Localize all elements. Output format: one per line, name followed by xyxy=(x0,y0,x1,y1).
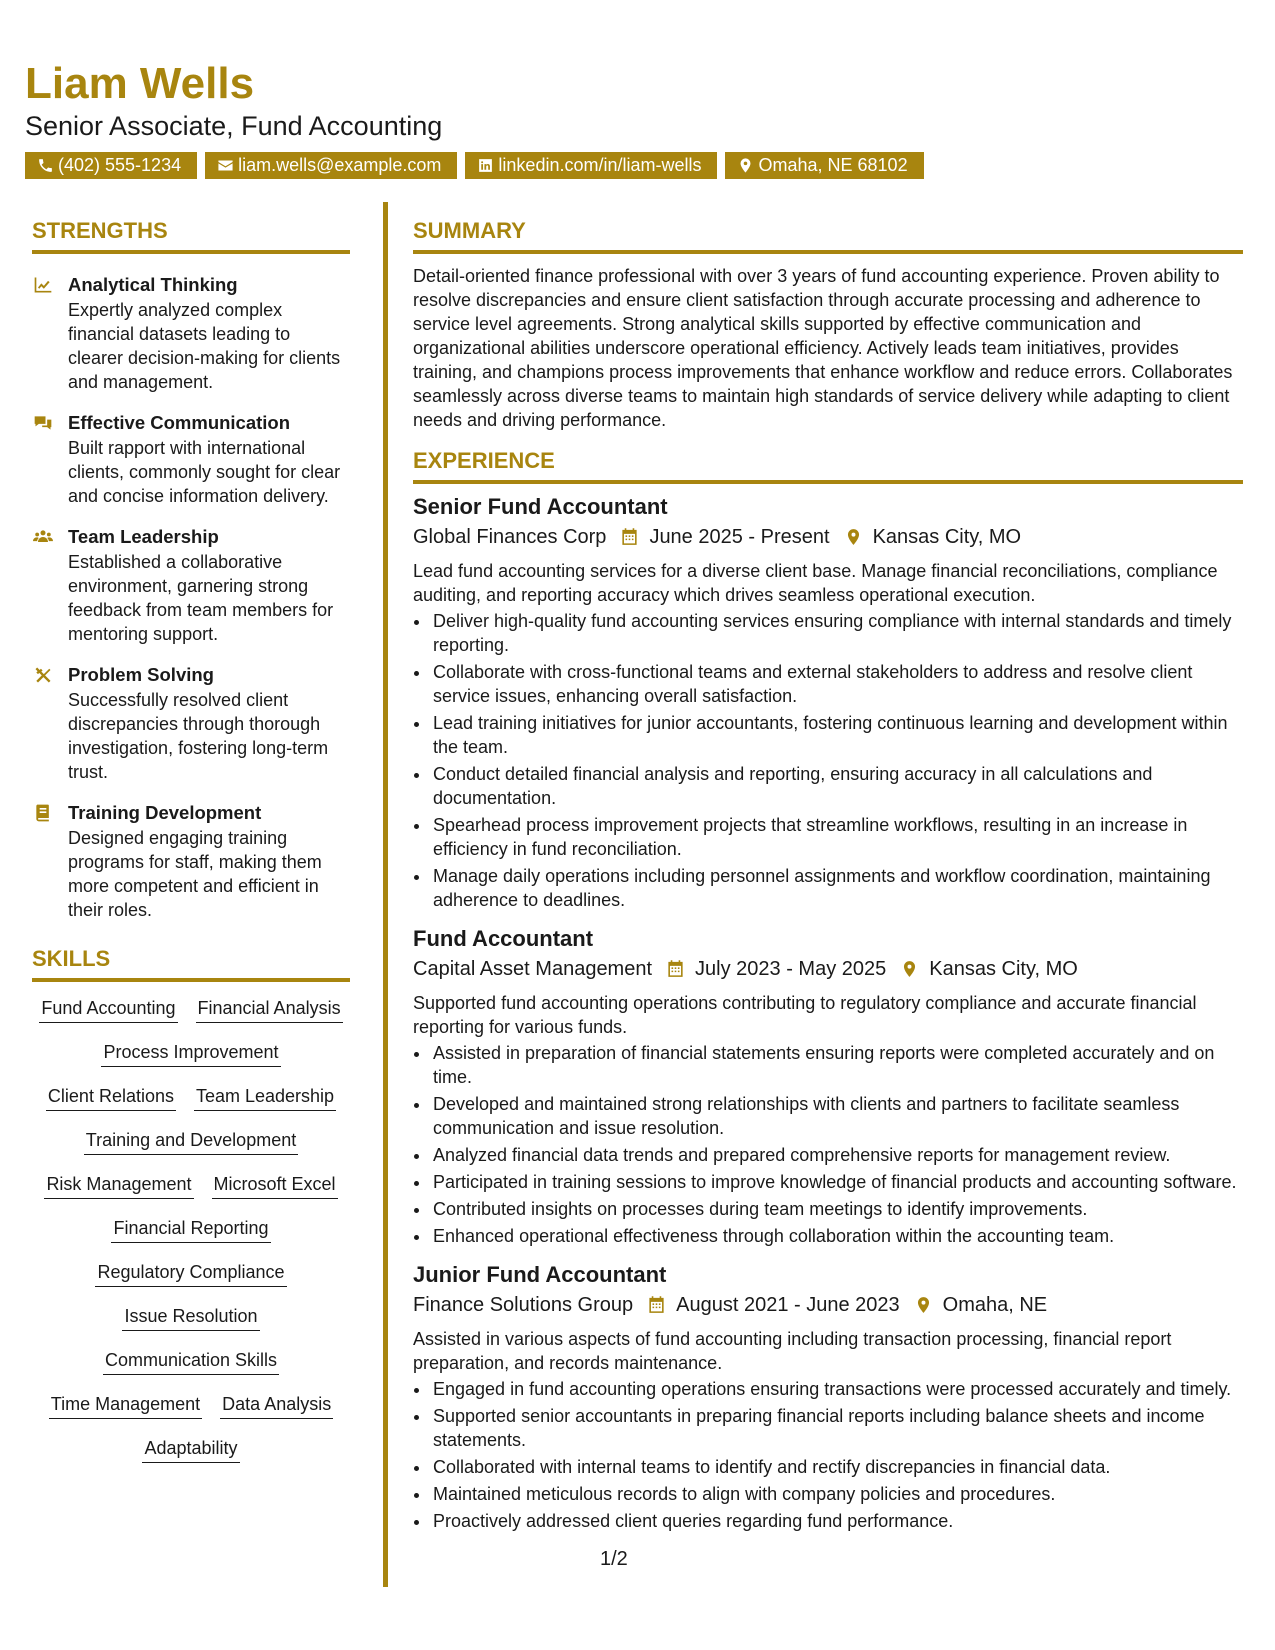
skill-tag: Regulatory Compliance xyxy=(95,1260,286,1287)
strength-description: Expertly analyzed complex financial datasets leading to clearer decision-making for clients and management. xyxy=(68,300,341,392)
skill-row xyxy=(32,1172,350,1199)
candidate-name: Liam Wells xyxy=(25,59,255,108)
skill-row xyxy=(32,1348,350,1375)
strength-item xyxy=(32,662,350,784)
job-bullet: • Collaborate with cross-functional teams and external stakeholders to address and resolve client service issues, enhancing overall satisfaction. xyxy=(431,660,1243,708)
job-title: Senior Fund Accountant xyxy=(413,494,668,519)
skill-tag: Financial Analysis xyxy=(196,996,343,1023)
job-meta xyxy=(413,1291,1243,1319)
job-location: Kansas City, MO xyxy=(929,958,1078,980)
linkedin-icon xyxy=(477,157,494,174)
contact-bar xyxy=(25,152,924,179)
strength-title: Problem Solving xyxy=(68,664,214,685)
strengths-heading: STRENGTHS xyxy=(32,218,350,254)
right-column xyxy=(413,218,1243,1536)
skills-list xyxy=(32,996,350,1463)
skill-tag: Issue Resolution xyxy=(122,1304,259,1331)
map-pin-icon xyxy=(900,959,919,979)
phone-icon xyxy=(37,157,54,174)
skill-row xyxy=(32,1040,350,1067)
job-bullet: • Collaborated with internal teams to identify and rectify discrepancies in financial data. xyxy=(431,1455,1243,1479)
skill-row xyxy=(32,1128,350,1155)
skill-tag: Fund Accounting xyxy=(39,996,177,1023)
strength-item xyxy=(32,800,350,922)
job-bullet: • Deliver high-quality fund accounting services ensuring compliance with internal standards and timely reporting. xyxy=(431,609,1243,657)
skill-tag: Communication Skills xyxy=(103,1348,279,1375)
skills-heading: SKILLS xyxy=(32,946,350,982)
job-title: Junior Fund Accountant xyxy=(413,1262,667,1287)
column-divider xyxy=(383,202,388,1587)
envelope-icon xyxy=(217,157,234,174)
job-bullet: • Analyzed financial data trends and prepared comprehensive reports for management review. xyxy=(431,1143,1243,1167)
strength-title: Effective Communication xyxy=(68,412,291,433)
skill-tag: Financial Reporting xyxy=(111,1216,270,1243)
skill-tag: Adaptability xyxy=(142,1436,239,1463)
page-number: 1/2 xyxy=(600,1548,628,1570)
job-location: Omaha, NE xyxy=(942,1294,1048,1316)
summary-heading: SUMMARY xyxy=(413,218,1243,254)
experience-heading: EXPERIENCE xyxy=(413,448,1243,484)
strength-title: Team Leadership xyxy=(68,526,219,547)
calendar-icon xyxy=(620,527,639,547)
job-bullet: • Manage daily operations including personnel assignments and workflow coordination, maintaining adherence to deadlines. xyxy=(431,864,1243,912)
skill-tag: Team Leadership xyxy=(194,1084,336,1111)
job-dates: July 2023 - May 2025 xyxy=(695,958,887,980)
map-pin-icon xyxy=(914,1295,933,1315)
job-bullets xyxy=(413,1041,1243,1248)
job-title: Fund Accountant xyxy=(413,926,594,951)
book-icon xyxy=(32,803,54,823)
job-entry xyxy=(413,924,1243,1248)
job-bullet: • Spearhead process improvement projects that streamline workflows, resulting in an increase in efficiency in fund reconciliation. xyxy=(431,813,1243,861)
job-bullet: • Supported senior accountants in preparing financial reports including balance sheets and income statements. xyxy=(431,1404,1243,1452)
users-icon xyxy=(32,527,54,547)
skill-tag: Risk Management xyxy=(44,1172,193,1199)
strength-description: Successfully resolved client discrepancies through thorough investigation, fostering long-term trust. xyxy=(68,690,329,782)
calendar-icon xyxy=(647,1295,666,1315)
job-bullets xyxy=(413,609,1243,912)
job-bullet: • Participated in training sessions to improve knowledge of financial products and accounting software. xyxy=(431,1170,1243,1194)
chart-line-icon xyxy=(32,275,54,295)
linkedin-text: linkedin.com/in/liam-wells xyxy=(498,155,702,175)
strength-description: Established a collaborative environment, garnering strong feedback from team members for mentoring support. xyxy=(68,552,334,644)
location-link[interactable] xyxy=(725,152,923,179)
email-link[interactable] xyxy=(205,152,457,179)
skill-tag: Data Analysis xyxy=(220,1392,333,1419)
job-bullet: • Engaged in fund accounting operations ensuring transactions were processed accurately and timely. xyxy=(431,1377,1243,1401)
strength-title: Analytical Thinking xyxy=(68,274,238,295)
job-company: Finance Solutions Group xyxy=(413,1294,634,1316)
strength-item xyxy=(32,410,350,508)
skill-row xyxy=(32,996,350,1023)
comments-icon xyxy=(32,413,54,433)
skill-tag: Process Improvement xyxy=(101,1040,280,1067)
linkedin-link[interactable] xyxy=(465,152,717,179)
calendar-icon xyxy=(666,959,685,979)
skill-row xyxy=(32,1084,350,1111)
skill-tag: Microsoft Excel xyxy=(212,1172,338,1199)
job-dates: August 2021 - June 2023 xyxy=(676,1294,900,1316)
strength-description: Built rapport with international clients, commonly sought for clear and concise information delivery. xyxy=(68,438,341,506)
skill-tag: Training and Development xyxy=(84,1128,298,1155)
tools-icon xyxy=(32,665,54,685)
skill-row xyxy=(32,1436,350,1463)
job-bullets xyxy=(413,1377,1243,1533)
skill-row xyxy=(32,1392,350,1419)
strength-item xyxy=(32,524,350,646)
candidate-title: Senior Associate, Fund Accounting xyxy=(25,111,443,141)
job-meta xyxy=(413,955,1243,983)
job-bullet: • Maintained meticulous records to align with company policies and procedures. xyxy=(431,1482,1243,1506)
job-company: Global Finances Corp xyxy=(413,526,607,548)
job-meta xyxy=(413,523,1243,551)
job-dates: June 2025 - Present xyxy=(649,526,830,548)
strength-item xyxy=(32,272,350,394)
map-pin-icon xyxy=(844,527,863,547)
job-bullet: • Developed and maintained strong relationships with clients and partners to facilitate seamless communication and issue resolution. xyxy=(431,1092,1243,1140)
location-text: Omaha, NE 68102 xyxy=(758,155,908,175)
email-text: liam.wells@example.com xyxy=(238,155,442,175)
skill-row xyxy=(32,1304,350,1331)
phone-text: (402) 555-1234 xyxy=(58,155,182,175)
job-company: Capital Asset Management xyxy=(413,958,653,980)
job-description: Supported fund accounting operations contributing to regulatory compliance and accurate financial reporting for various funds. xyxy=(413,993,1197,1037)
strength-description: Designed engaging training programs for staff, making them more competent and efficient in their roles. xyxy=(68,828,322,920)
job-description: Assisted in various aspects of fund accounting including transaction processing, financial report preparation, and records maintenance. xyxy=(413,1329,1172,1373)
job-entry xyxy=(413,1260,1243,1533)
strength-title: Training Development xyxy=(68,802,262,823)
job-bullet: • Enhanced operational effectiveness through collaboration within the accounting team. xyxy=(431,1224,1243,1248)
skill-row xyxy=(32,1260,350,1287)
job-bullet: • Contributed insights on processes during team meetings to identify improvements. xyxy=(431,1197,1243,1221)
job-bullet: • Lead training initiatives for junior accountants, fostering continuous learning and development within the team. xyxy=(431,711,1243,759)
skill-tag: Time Management xyxy=(49,1392,202,1419)
skill-row xyxy=(32,1216,350,1243)
job-bullet: • Proactively addressed client queries regarding fund performance. xyxy=(431,1509,1243,1533)
job-bullet: • Assisted in preparation of financial statements ensuring reports were completed accurately and on time. xyxy=(431,1041,1243,1089)
map-pin-icon xyxy=(737,157,754,174)
summary-text: Detail-oriented finance professional with over 3 years of fund accounting experience. Proven ability to resolve discrepancies and ensure client satisfaction through accurate processing and adherence to service level agreements. Strong analytical skills supported by effective communication and organizational abilities underscore operational efficiency. Actively leads team initiatives, provides training, and champions process improvements that enhance workflow and reduce errors. Collaborates seamlessly across diverse teams to maintain high standards of service delivery while adapting to client needs and driving performance. xyxy=(413,266,1233,430)
left-column xyxy=(32,218,350,1463)
job-description: Lead fund accounting services for a diverse client base. Manage financial reconciliations, compliance auditing, and reporting accuracy which drives seamless operational execution. xyxy=(413,561,1218,605)
skill-tag: Client Relations xyxy=(46,1084,176,1111)
job-location: Kansas City, MO xyxy=(872,526,1022,548)
phone-link[interactable] xyxy=(25,152,197,179)
job-entry xyxy=(413,492,1243,912)
job-bullet: • Conduct detailed financial analysis and reporting, ensuring accuracy in all calculations and documentation. xyxy=(431,762,1243,810)
